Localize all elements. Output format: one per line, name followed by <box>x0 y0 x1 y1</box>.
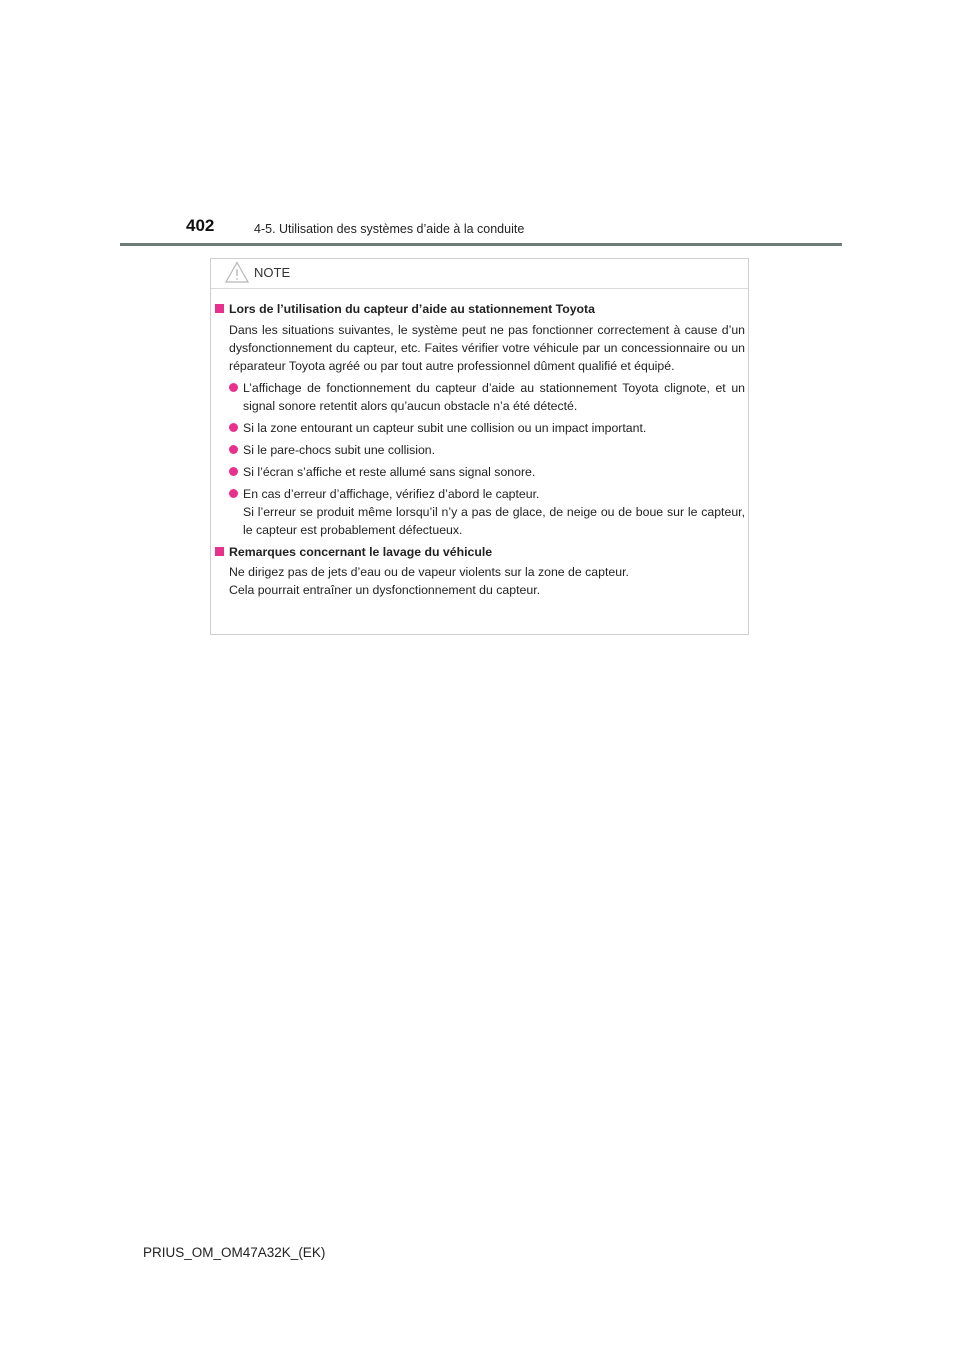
list-item <box>229 485 745 539</box>
list-item-text: L’affichage de fonctionnement du capteur d’aide au stationnement Toyota clignote, et un signal sonore retentit alors qu’aucun obstacle n’a été détecté. <box>243 381 745 413</box>
page-number: 402 <box>186 216 215 235</box>
circle-bullet-icon <box>229 445 238 454</box>
note-header <box>211 259 748 289</box>
section-heading-washing <box>215 543 745 561</box>
section-heading-parking-sensor <box>215 300 745 318</box>
circle-bullet-icon <box>229 467 238 476</box>
list-item-text: Si le pare-chocs subit une collision. <box>243 443 436 457</box>
note-body <box>215 300 745 599</box>
square-bullet-icon <box>215 304 224 313</box>
list-item <box>229 419 745 437</box>
section-line: Ne dirigez pas de jets d’eau ou de vapeur violents sur la zone de capteur. <box>229 565 629 579</box>
square-bullet-icon <box>215 547 224 556</box>
list-item-text: Si la zone entourant un capteur subit une collision ou un impact important. <box>243 421 647 435</box>
list-item-text: Si l’écran s’affiche et reste allumé sans signal sonore. <box>243 465 536 479</box>
list-item-text: En cas d’erreur d’affichage, vérifiez d’abord le capteur. <box>243 487 540 501</box>
section-intro: Dans les situations suivantes, le système peut ne pas fonctionner correctement à cause d’un dysfonctionnement du capteur, etc. Faites vérifier votre véhicule par un concessionnaire ou un réparateur Toyota agréé ou par tout autre professionnel dûment qualifié et équipé. <box>229 323 745 373</box>
header-rule <box>120 243 842 246</box>
circle-bullet-icon <box>229 423 238 432</box>
section-line: Cela pourrait entraîner un dysfonctionnement du capteur. <box>229 583 541 597</box>
list-item <box>229 441 745 459</box>
list-item-text-continued: Si l’erreur se produit même lorsqu’il n’y a pas de glace, de neige ou de boue sur le capteur, le capteur est probablement défectueux. <box>243 505 745 537</box>
warning-triangle-icon <box>225 261 249 283</box>
section-title: 4-5. Utilisation des systèmes d’aide à la conduite <box>254 222 525 236</box>
circle-bullet-icon <box>229 489 238 498</box>
footer-doc-code: PRIUS_OM_OM47A32K_(EK) <box>143 1245 326 1260</box>
section-heading-text: Lors de l’utilisation du capteur d’aide au stationnement Toyota <box>229 302 595 316</box>
list-item <box>229 463 745 481</box>
list-item <box>229 379 745 415</box>
section-heading-text: Remarques concernant le lavage du véhicule <box>229 545 493 559</box>
note-label: NOTE <box>254 265 291 280</box>
bullet-list <box>229 379 745 539</box>
circle-bullet-icon <box>229 383 238 392</box>
note-box <box>210 258 749 635</box>
